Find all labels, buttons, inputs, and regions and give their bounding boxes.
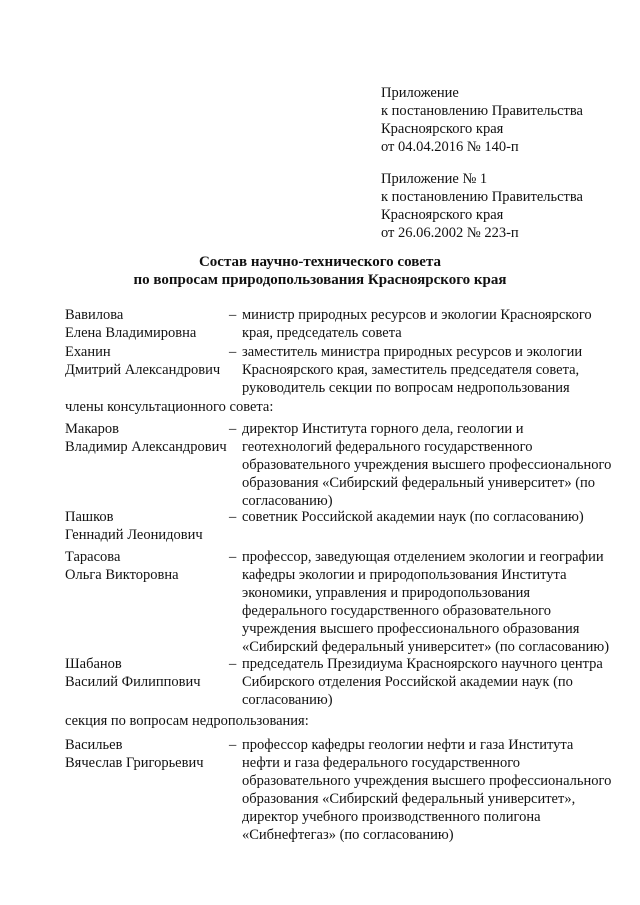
dash-separator: – (229, 656, 237, 672)
member-surname: Пашков (65, 509, 114, 525)
member-role: министр природных ресурсов и экологии Красноярского края, председатель совета (242, 307, 592, 341)
appendix-line: Красноярского края (381, 207, 504, 223)
member-name (65, 420, 235, 456)
section-heading-subsoil: секция по вопросам недропользования: (65, 713, 309, 729)
dash-separator: – (229, 509, 237, 525)
member-name (65, 306, 235, 342)
title-line: Состав научно-технического совета (198, 254, 442, 270)
member-name (65, 343, 235, 379)
member-given-names: Вячеслав Григорьевич (65, 755, 204, 771)
appendix-line: Приложение № 1 (381, 171, 488, 187)
document-title (0, 253, 640, 289)
dash-separator: – (229, 344, 237, 360)
dash-separator: – (229, 737, 237, 753)
appendix-line: к постановлению Правительства (381, 103, 583, 119)
member-given-names: Геннадий Леонидович (65, 527, 203, 543)
appendix-line: от 04.04.2016 № 140-п (381, 139, 519, 155)
member-name (65, 655, 235, 691)
member-surname: Васильев (65, 737, 123, 753)
section-heading-consult: члены консультационного совета: (65, 399, 274, 415)
member-surname: Еханин (65, 344, 111, 360)
appendix-line: Приложение (381, 85, 459, 101)
member-surname: Тарасова (65, 549, 121, 565)
member-given-names: Владимир Александрович (65, 439, 227, 455)
member-role: профессор кафедры геологии нефти и газа Института нефти и газа федерального государственного образовательного учреждения высшего профессионального образования «Сибирский федеральный университет», директор учебного производственного полигона «Сибнефтегаз» (по согласованию) (242, 737, 612, 843)
dash-separator: – (229, 307, 237, 323)
appendix-line: Красноярского края (381, 121, 504, 137)
member-surname: Вавилова (65, 307, 124, 323)
title-line: по вопросам природопользования Красноярского края (133, 272, 507, 288)
member-role: председатель Президиума Красноярского научного центра Сибирского отделения Российской академии наук (по согласованию) (242, 656, 603, 708)
member-role: профессор, заведующая отделением экологии и географии кафедры экологии и природопользования Института экономики, управления и природопользования федерального государственного образовательного учреждения высшего профессионального образования «Сибирский федеральный университет» (по согласованию) (242, 549, 610, 655)
member-name (65, 736, 235, 772)
member-name (65, 548, 235, 584)
member-given-names: Василий Филиппович (65, 674, 201, 690)
member-role: директор Института горного дела, геологии и геотехнологий федерального государственного образовательного учреждения высшего профессионального образования «Сибирский федеральный университет» (по согласованию) (242, 421, 612, 509)
dash-separator: – (229, 421, 237, 437)
member-given-names: Ольга Викторовна (65, 567, 179, 583)
member-surname: Макаров (65, 421, 119, 437)
appendix-line: от 26.06.2002 № 223-п (381, 225, 519, 241)
member-surname: Шабанов (65, 656, 122, 672)
member-given-names: Дмитрий Александрович (65, 362, 221, 378)
appendix-current-reference (381, 84, 631, 156)
member-role: заместитель министра природных ресурсов и экологии Красноярского края, заместитель председателя совета, руководитель секции по вопросам недропользования (242, 344, 583, 396)
appendix-original-reference (381, 170, 631, 242)
dash-separator: – (229, 549, 237, 565)
appendix-line: к постановлению Правительства (381, 189, 583, 205)
member-name (65, 508, 235, 544)
member-role: советник Российской академии наук (по согласованию) (242, 509, 584, 525)
member-given-names: Елена Владимировна (65, 325, 197, 341)
